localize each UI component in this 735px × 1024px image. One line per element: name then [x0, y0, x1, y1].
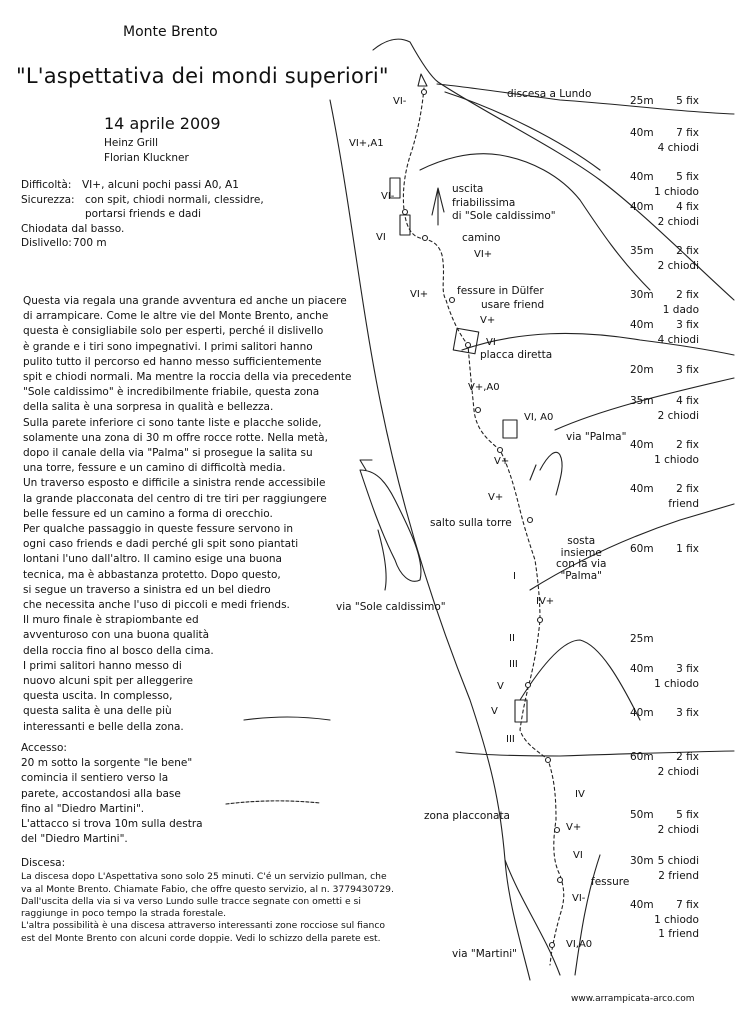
access-line: del "Diedro Martini". — [21, 833, 128, 846]
pitch-gear: 2 fix — [676, 751, 699, 763]
description-line: della salita è una sorpresa in qualità e bellezza. — [23, 401, 274, 414]
pitch-gear: 2 friend — [658, 869, 699, 882]
descent-line: L'altra possibilità è una discesa attraverso interessanti zone rocciose sul fianco — [21, 920, 386, 932]
pitch-gear: 2 fix — [676, 483, 699, 495]
pitch-gear: 2 chiodi — [657, 409, 699, 422]
description-line: è grande e i tiri sono impegnativi. I primi salitori hanno — [23, 340, 313, 353]
grade: V — [497, 681, 504, 692]
belay-5 — [466, 343, 471, 348]
pitch-length: 25m — [630, 633, 654, 645]
descent-line: La discesa dopo L'Aspettativa sono solo 25 minuti. C'é un servizio pullman, che — [21, 871, 387, 883]
description-line: "Sole caldissimo" è incredibilmente friabile, questa zona — [23, 386, 320, 399]
label-dulfer-line: usare friend — [481, 299, 545, 311]
label-via-martini: via "Martini" — [452, 948, 517, 960]
label-cracks: fessure — [591, 876, 630, 888]
description-line: ogni caso friends e dadi perché gli spit sono piantati — [23, 538, 299, 551]
grade: III — [509, 659, 518, 670]
grade: VI- — [393, 96, 407, 107]
pitch-length: 60m — [630, 543, 654, 555]
pitch-gear: 1 chiodo — [654, 185, 699, 198]
description-line: Il muro finale è strapiombante ed — [23, 614, 199, 627]
difficulty-label: Difficoltà: — [21, 179, 72, 191]
grade: VI- — [381, 191, 395, 202]
label-dulfer — [457, 284, 544, 312]
grade: VI+,A1 — [349, 138, 384, 149]
pitch-length: 40m — [630, 899, 654, 911]
ground-left-2 — [226, 801, 320, 804]
label-belay-line: sosta — [567, 535, 596, 547]
descent-line: Dall'uscita della via si va verso Lundo sulle tracce segnate con ometti e si — [21, 895, 361, 907]
pitch-length: 50m — [630, 809, 654, 821]
pitch-length: 35m — [630, 395, 654, 407]
difficulty-value: VI+, alcuni pochi passi A0, A1 — [82, 179, 239, 191]
belay-8 — [528, 518, 533, 523]
description-line: questa uscita. In complesso, — [23, 690, 173, 703]
feature-box-4 — [503, 420, 517, 438]
uscita-arrow — [432, 188, 444, 225]
descent-line: va al Monte Brento. Chiamate Fabio, che offre questo servizio, al n. 3779430729. — [21, 883, 394, 895]
belay-2 — [403, 210, 408, 215]
description-line: si segue un traverso a sinistra ed un bel diedro — [23, 583, 271, 596]
access-section — [21, 741, 203, 847]
belay-3 — [423, 236, 428, 241]
access-line: comincia il sentiero verso la — [21, 772, 169, 785]
grade: II — [509, 633, 515, 644]
pitch-length: 40m — [630, 319, 654, 331]
pitch-length: 25m — [630, 95, 654, 107]
description-line: I primi salitori hanno messo di — [23, 659, 182, 672]
access-line: L'attacco si trova 10m sulla destra — [21, 818, 203, 831]
website-footer: www.arrampicata-arco.com — [571, 994, 695, 1004]
route-description — [23, 294, 353, 735]
label-exit-sole — [452, 183, 556, 224]
pitch-gear: 2 chiodi — [657, 765, 699, 778]
descent-line: est del Monte Brento con alcuni corde doppie. Vedi lo schizzo della parete est. — [21, 932, 381, 944]
description-line: lontani l'uno dall'altro. Il camino esige una buona — [23, 553, 282, 566]
access-line: parete, accostandosi alla base — [21, 787, 181, 800]
description-line: questa salita è una delle più — [23, 705, 172, 718]
pitch-gear: 2 fix — [676, 439, 699, 451]
label-direct-slab: placca diretta — [480, 349, 553, 361]
sole-pillar — [360, 470, 421, 581]
height-label: Dislivello: — [21, 237, 72, 249]
access-line: fino al "Diedro Martini". — [21, 802, 145, 815]
label-belay-line: con la via — [556, 558, 607, 570]
pitch-length: 40m — [630, 663, 654, 675]
feature-box-3 — [453, 328, 478, 353]
lower-hill — [520, 640, 640, 720]
label-descent-lundo: discesa a Lundo — [507, 88, 592, 100]
label-dulfer-line: fessure in Dülfer — [457, 285, 544, 297]
pitch-length: 40m — [630, 201, 654, 213]
description-line: Questa via regala una grande avventura ed anche un piacere — [23, 295, 347, 307]
grade: V+ — [566, 822, 582, 833]
grade: V+ — [488, 492, 504, 503]
description-line: nuovo alcuni spit per alleggerire — [23, 675, 193, 688]
description-line: la grande placconata del centro di tre tiri per raggiungere — [23, 492, 327, 505]
grade: VI,A0 — [566, 939, 593, 950]
pitch-length: 60m — [630, 751, 654, 763]
route-date: 14 aprile 2009 — [104, 114, 221, 133]
description-line: che necessita anche l'uso di piccoli e medi friends. — [23, 599, 290, 612]
access-line: 20 m sotto la sorgente "le bene" — [21, 757, 193, 770]
grade: III — [506, 734, 515, 745]
label-belay-line: "Palma" — [560, 569, 602, 582]
belay-12 — [555, 828, 560, 833]
description-line: della roccia fino al bosco della cima. — [23, 644, 214, 657]
pitch-length: 40m — [630, 171, 654, 183]
pitch-gear: 5 fix — [676, 95, 699, 107]
label-belay-line: insieme — [560, 546, 602, 559]
description-line: avventuroso con una buona qualità — [23, 629, 210, 642]
belay-6 — [476, 408, 481, 413]
belay-11 — [546, 758, 551, 763]
label-exit-sole-line: friabilissima — [452, 196, 516, 209]
feature-box-5 — [515, 700, 527, 722]
pitch-length: 40m — [630, 707, 654, 719]
belay-13 — [558, 878, 563, 883]
descent-section — [21, 857, 394, 945]
grade: V+ — [494, 456, 510, 467]
grade: IV+ — [536, 596, 555, 607]
pitch-gear: 1 friend — [658, 928, 699, 940]
description-line: pulito tutto il percorso ed hanno messo sufficientemente — [23, 355, 322, 368]
pitch-gear: 1 chiodo — [654, 453, 699, 466]
pitch-gear: 4 chiodi — [657, 141, 699, 154]
protection-value-2: portarsi friends e dadi — [85, 208, 201, 220]
pitch-length: 40m — [630, 483, 654, 495]
description-line: interessanti e belle della zona. — [23, 720, 184, 733]
pitch-gear: 4 chiodi — [657, 333, 699, 346]
belay-7 — [498, 448, 503, 453]
grade: V+,A0 — [468, 382, 500, 393]
grade: VI+ — [410, 289, 429, 300]
pitch-length: 30m — [630, 855, 654, 867]
grade: V — [491, 706, 498, 717]
access-heading: Accesso: — [21, 742, 67, 754]
palma-route-arrow — [530, 452, 562, 495]
label-tower-jump: salto sulla torre — [430, 517, 512, 529]
pitch-gear: 7 fix — [676, 899, 699, 911]
right-ridge-line — [445, 92, 600, 170]
pitch-gear: 4 fix — [676, 395, 699, 407]
label-via-sole: via "Sole caldissimo" — [336, 601, 446, 613]
pitch-gear: 1 fix — [676, 543, 699, 555]
pitch-gear: 4 fix — [676, 201, 699, 213]
pitch-gear: 1 chiodo — [654, 677, 699, 690]
pitch-length: 30m — [630, 289, 654, 301]
label-exit-sole-line: uscita — [452, 183, 484, 195]
pitch-gear: 5 fix — [676, 171, 699, 183]
belay-4 — [450, 298, 455, 303]
bolted-note: Chiodata dal basso. — [21, 222, 125, 235]
grade: VI, A0 — [524, 412, 554, 423]
descent-line: raggiunge in poco tempo la strada forestale. — [21, 908, 227, 920]
description-line: spit e chiodi normali. Ma mentre la roccia della via precedente — [23, 371, 352, 384]
description-line: solamente una zona di 30 m offre rocce rotte. Nella metà, — [23, 431, 328, 444]
pitch-gear: 2 chiodi — [657, 215, 699, 228]
description-line: questa è consigliabile solo per esperti, perché il dislivello — [23, 325, 324, 338]
label-belay-together — [556, 536, 606, 582]
height-value: 700 m — [73, 237, 107, 249]
label-via-palma: via "Palma" — [566, 431, 627, 443]
pitch-gear: friend — [668, 497, 699, 510]
pitch-gear: 3 fix — [676, 364, 699, 376]
description-line: belle fessure ed un camino a forma di orecchio. — [23, 507, 273, 520]
belay-10 — [526, 683, 531, 688]
pitch-gear: 2 chiodi — [657, 823, 699, 836]
label-slab-zone: zona placconata — [424, 810, 510, 822]
protection-value-1: con spit, chiodi normali, clessidre, — [85, 193, 264, 206]
description-line: Un traverso esposto e difficile a sinistra rende accessibile — [23, 477, 326, 490]
pitch-gear: 3 fix — [676, 663, 699, 675]
pitch-gear: 2 fix — [676, 289, 699, 301]
descent-heading: Discesa: — [21, 857, 66, 869]
grade: V+ — [480, 315, 496, 326]
description-line: Per qualche passaggio in queste fessure servono in — [23, 523, 294, 536]
summit-flag — [418, 74, 427, 86]
grade: VI — [573, 850, 583, 861]
pitch-gear: 3 fix — [676, 707, 699, 719]
grade: VI- — [572, 893, 586, 904]
description-line: tecnica, ma è abbastanza protetto. Dopo questo, — [23, 568, 281, 581]
pitch-length: 40m — [630, 439, 654, 451]
pitch-gear: 1 chiodo — [654, 913, 699, 926]
description-line: di arrampicare. Come le altre vie del Monte Brento, anche — [23, 310, 329, 323]
author-1: Heinz Grill — [104, 137, 158, 149]
belay-9 — [538, 618, 543, 623]
pitch-gear: 5 fix — [676, 809, 699, 821]
grade: I — [513, 571, 516, 582]
route-title: "L'aspettativa dei mondi superiori" — [16, 64, 389, 88]
grade: IV — [575, 789, 585, 800]
belay-1 — [422, 90, 427, 95]
pitch-length: 35m — [630, 245, 654, 257]
grade: VI+ — [474, 249, 493, 260]
grade: VI — [486, 337, 496, 348]
pitch-length: 40m — [630, 127, 654, 139]
pitch-gear: 3 fix — [676, 319, 699, 331]
author-2: Florian Kluckner — [104, 152, 189, 164]
pitch-gear: 5 chiodi — [657, 855, 699, 867]
grade: VI — [376, 232, 386, 243]
pitch-gear: 7 fix — [676, 127, 699, 139]
description-line: dopo il canale della via "Palma" si prosegue la salita su — [23, 447, 313, 460]
description-line: una torre, fessure e un camino di difficoltà media. — [23, 462, 286, 475]
sole-arrow — [360, 460, 386, 590]
pitch-gear: 2 chiodi — [657, 259, 699, 272]
protection-label: Sicurezza: — [21, 193, 75, 206]
pitch-gear: 1 dado — [662, 303, 699, 316]
belay-14 — [550, 943, 555, 948]
pitch-length: 20m — [630, 364, 654, 376]
pitch-gear: 2 fix — [676, 245, 699, 257]
description-line: Sulla parete inferiore ci sono tante liste e placche solide, — [23, 416, 322, 429]
base-pillar — [505, 855, 600, 975]
mountain-name: Monte Brento — [123, 24, 218, 40]
label-chimney: camino — [462, 232, 501, 244]
label-exit-sole-line: di "Sole caldissimo" — [452, 210, 556, 222]
